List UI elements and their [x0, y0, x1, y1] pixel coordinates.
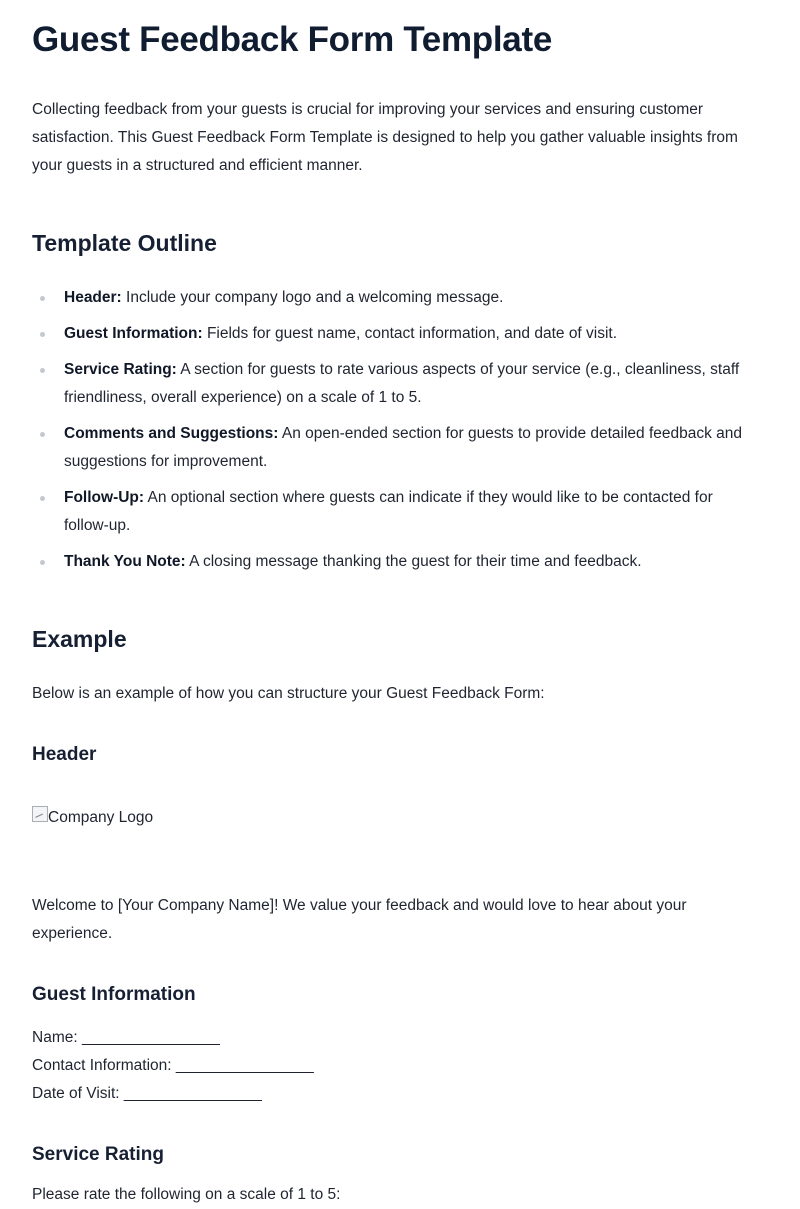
bullet-icon [40, 496, 45, 501]
list-item-text: Include your company logo and a welcoming message. [121, 289, 504, 306]
list-item-label: Service Rating: [64, 361, 177, 378]
bullet-icon [40, 368, 45, 373]
name-field: Name: ________________ [32, 1029, 220, 1046]
header-section-heading: Header [32, 744, 97, 765]
service-rating-heading: Service Rating [32, 1144, 164, 1165]
company-logo-alt-text: Company Logo [48, 809, 154, 826]
example-description: Below is an example of how you can structure your Guest Feedback Form: [32, 685, 545, 702]
list-item [32, 484, 752, 540]
list-item-label: Guest Information: [64, 325, 203, 342]
list-item-text: A closing message thanking the guest for their time and feedback. [185, 553, 642, 570]
list-item-label: Follow-Up: [64, 489, 145, 506]
list-item-text: An open-ended section for guests to provide detailed feedback and suggestions for improvement. [64, 425, 743, 470]
bullet-icon [40, 560, 45, 565]
date-of-visit-field: Date of Visit: ________________ [32, 1085, 262, 1102]
list-item-text: A section for guests to rate various aspects of your service (e.g., cleanliness, staff friendliness, overall experience) on a scale of 1 to 5. [64, 361, 740, 406]
list-item-label: Comments and Suggestions: [64, 425, 279, 442]
list-item [32, 548, 752, 576]
welcome-message: Welcome to [Your Company Name]! We value your feedback and would love to hear about your experience. [32, 897, 687, 942]
example-heading: Example [32, 626, 127, 652]
list-item [32, 320, 752, 348]
list-item-text: An optional section where guests can indicate if they would like to be contacted for follow-up. [64, 489, 713, 534]
list-item [32, 420, 752, 476]
intro-paragraph: Collecting feedback from your guests is crucial for improving your services and ensuring customer satisfaction. This Guest Feedback Form Template is designed to help you gather valuable insights from your guests in a structured and efficient manner. [32, 101, 738, 174]
guest-info-heading: Guest Information [32, 984, 196, 1005]
service-rating-instruction: Please rate the following on a scale of 1 to 5: [32, 1186, 341, 1203]
outline-list [32, 284, 752, 584]
company-logo-image [32, 804, 153, 832]
bullet-icon [40, 332, 45, 337]
outline-heading: Template Outline [32, 230, 217, 256]
list-item-label: Header: [64, 289, 122, 306]
list-item [32, 356, 752, 412]
broken-image-icon [32, 806, 48, 822]
list-item [32, 284, 752, 312]
guest-info-fields [32, 1024, 314, 1108]
contact-field: Contact Information: ________________ [32, 1057, 314, 1074]
bullet-icon [40, 432, 45, 437]
page-title: Guest Feedback Form Template [32, 20, 552, 59]
list-item-text: Fields for guest name, contact information, and date of visit. [202, 325, 618, 342]
list-item-label: Thank You Note: [64, 553, 186, 570]
bullet-icon [40, 296, 45, 301]
